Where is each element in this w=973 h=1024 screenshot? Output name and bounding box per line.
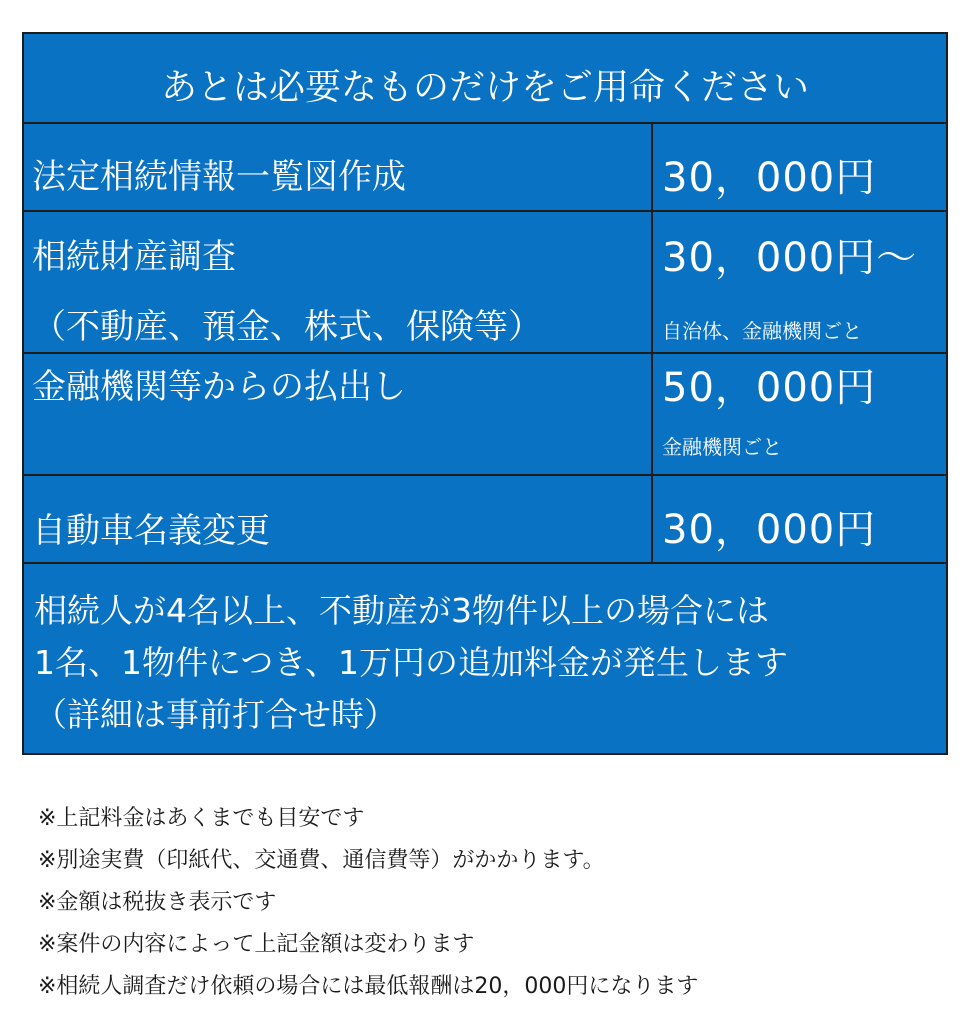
footer-note-line: （詳細は事前打合せ時） [34, 695, 397, 734]
divider-line [24, 562, 946, 564]
price-vehicle-transfer: 30，000円 [662, 507, 877, 553]
price-note-withdrawal: 金融機関ごと [662, 435, 782, 459]
note-item: ※別途実費（印紙代、交通費、通信費等）がかかります。 [38, 848, 605, 873]
table-header-title: あとは必要なものだけをご用命ください [160, 67, 809, 108]
price-note-estate-survey: 自治体、金融機関ごと [662, 319, 862, 343]
note-item: ※上記料金はあくまでも目安です [38, 806, 365, 831]
price-table [22, 32, 948, 755]
item-sublabel-estate-survey: （不動産、預金、株式、保険等） [32, 307, 542, 347]
divider-line [24, 352, 946, 354]
item-label-estate-survey: 相続財産調査 [32, 237, 236, 277]
column-divider [651, 122, 653, 564]
notes-list [38, 806, 698, 1016]
item-label-family-tree: 法定相続情報一覧図作成 [32, 157, 406, 197]
footer-note-line: 相続人が4名以上、不動産が3物件以上の場合には [34, 591, 769, 630]
divider-line [24, 474, 946, 476]
note-item: ※金額は税抜き表示です [38, 890, 277, 915]
footer-note-line: 1名、1物件につき、1万円の追加料金が発生します [34, 643, 789, 682]
price-family-tree: 30，000円 [662, 155, 877, 201]
divider-line [24, 122, 946, 124]
item-label-withdrawal: 金融機関等からの払出し [32, 367, 406, 407]
price-withdrawal: 50，000円 [662, 365, 877, 411]
note-item: ※案件の内容によって上記金額は変わります [38, 932, 475, 957]
divider-line [24, 210, 946, 212]
item-label-vehicle-transfer: 自動車名義変更 [32, 511, 270, 551]
price-estate-survey: 30，000円～ [662, 235, 918, 281]
note-item: ※相続人調査だけ依頼の場合には最低報酬は20，000円になります [38, 974, 699, 999]
